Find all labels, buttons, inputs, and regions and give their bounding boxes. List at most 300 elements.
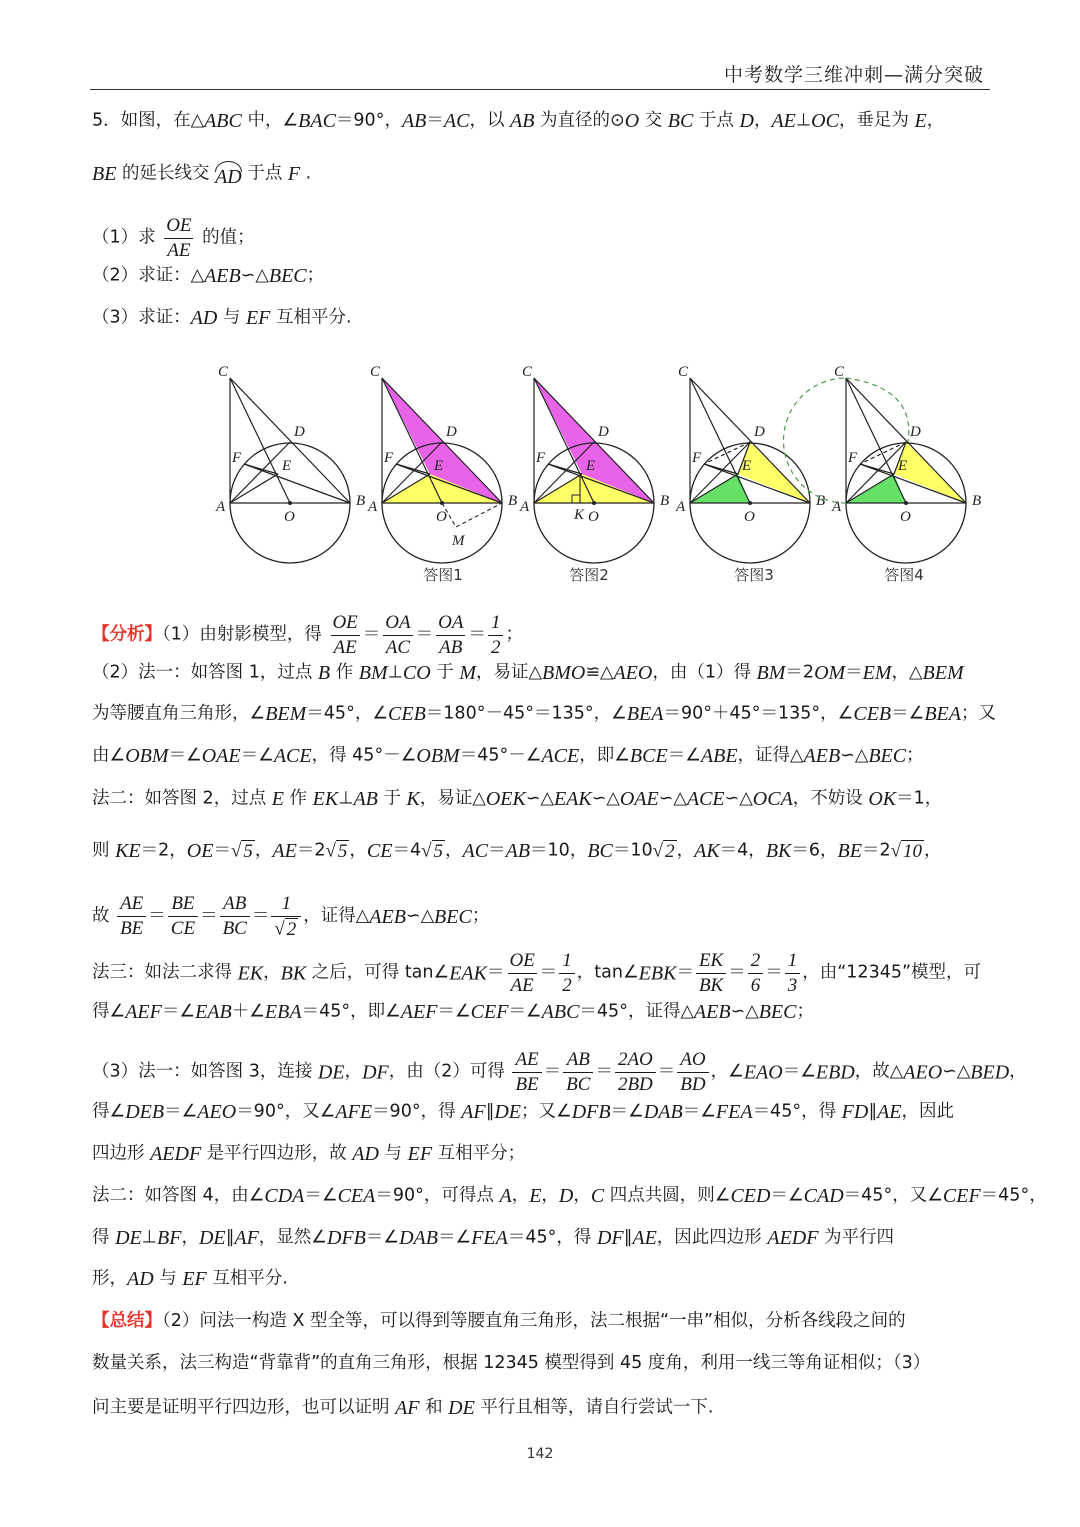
text-run: ＝∠ <box>891 703 925 724</box>
math-symbol: BC <box>587 840 613 862</box>
text-run: 是平行四边形，故 <box>201 1143 353 1164</box>
text-run: ， <box>676 840 695 861</box>
figure-caption-3: 答图3 <box>734 566 774 584</box>
math-symbol: AB <box>505 840 531 862</box>
math-symbol: AEO <box>197 1101 237 1123</box>
analysis-line <box>92 951 990 996</box>
point-label-E: E <box>898 458 908 474</box>
text-run: 作 <box>330 662 359 683</box>
denominator: AC <box>383 635 413 658</box>
square-root <box>421 840 445 862</box>
point-label-K: K <box>574 507 585 523</box>
text-run: ＝ <box>415 624 434 645</box>
math-symbol: ACE <box>273 745 312 767</box>
point-label-D: D <box>446 424 457 440</box>
point-label-O: O <box>900 509 911 525</box>
math-symbol: EAB <box>195 1001 232 1023</box>
square-root <box>274 918 298 940</box>
numerator: OE <box>509 950 535 971</box>
numerator: 2AO <box>617 1049 653 1070</box>
math-symbol: OAE <box>619 788 659 810</box>
math-symbol: OK <box>868 788 897 810</box>
text-run: ＝180°－45°＝135°，∠ <box>425 703 627 724</box>
text-run: ＝∠ <box>168 745 202 766</box>
fraction <box>271 894 301 940</box>
math-symbol: AEDF <box>767 1227 819 1249</box>
numerator: 1 <box>787 950 798 971</box>
math-symbol: AE <box>877 1101 902 1123</box>
text-run: ＝∠ <box>610 1101 644 1122</box>
text-run: ∥ <box>868 1101 878 1122</box>
math-symbol: EF <box>182 1268 207 1290</box>
denominator: 2 <box>559 973 575 996</box>
math-symbol: AF <box>234 1227 259 1249</box>
text-run: 得∠ <box>92 1001 126 1022</box>
math-symbol: ACE <box>541 745 580 767</box>
text-run: ，△ <box>891 662 923 683</box>
text-run: ＝∠ <box>240 745 274 766</box>
fraction <box>488 613 504 658</box>
point-label-B: B <box>660 493 670 509</box>
text-run: ＝90°＋45°＝135°，∠ <box>663 703 854 724</box>
text-run: 为平行四 <box>818 1227 895 1248</box>
point-label-D: D <box>598 424 609 440</box>
text-run: ∽△ <box>658 788 687 809</box>
text-run: ⊥ <box>795 110 812 131</box>
numerator: 2 <box>750 950 761 971</box>
math-symbol: ACE <box>686 788 725 810</box>
text-run: ＝ <box>426 110 444 131</box>
math-symbol: CEF <box>942 1185 981 1207</box>
analysis-line <box>92 1144 990 1164</box>
math-symbol: D <box>558 1185 574 1207</box>
radicand: 2 <box>286 918 297 940</box>
text-run: ，证得△ <box>737 745 804 766</box>
math-symbol: K <box>406 788 420 810</box>
denominator: 2 <box>488 635 504 658</box>
text-run: ， <box>344 1061 363 1082</box>
text-run: ，不妨设 <box>792 788 869 809</box>
point-label-A: A <box>216 499 226 515</box>
math-symbol: DF <box>596 1227 624 1249</box>
center-point-o <box>748 501 752 505</box>
point-label-F: F <box>384 450 394 466</box>
text-run: ∽△ <box>724 788 753 809</box>
text-run: 形， <box>92 1268 127 1289</box>
math-symbol: EAK <box>553 788 592 810</box>
analysis-line <box>92 894 990 940</box>
text-run: ＝ <box>488 840 506 861</box>
text-run: 的值； <box>196 227 255 248</box>
text-run: （2）求证：△ <box>92 265 205 286</box>
fraction <box>329 613 360 658</box>
text-run: ∥ <box>485 1101 495 1122</box>
analysis-line <box>92 703 996 725</box>
text-run: 问主要是证明平行四边形，也可以证明 <box>92 1397 396 1418</box>
math-symbol: BE <box>837 840 862 862</box>
math-symbol: EF <box>407 1143 433 1165</box>
summary-line <box>92 1398 990 1418</box>
point-label-F: F <box>232 450 242 466</box>
text-run: 四点共圆，则∠ <box>604 1185 731 1206</box>
text-run: 和 <box>419 1397 449 1418</box>
point-label-D: D <box>754 424 765 440</box>
point-label-E: E <box>742 458 752 474</box>
text-run: ＝∠ <box>437 1227 472 1248</box>
text-run: ∽△ <box>730 1001 759 1022</box>
numerator: 1 <box>490 612 501 633</box>
math-symbol: DE <box>317 1061 345 1084</box>
text-run: ，由“12345”模型，可 <box>802 962 982 983</box>
analysis-line <box>92 841 990 861</box>
square-root <box>325 840 349 862</box>
text-run: ＝6， <box>791 840 838 861</box>
math-symbol: CDA <box>264 1185 305 1207</box>
math-symbol: OCA <box>752 788 793 810</box>
math-symbol: AEF <box>125 1001 162 1023</box>
math-symbol: E <box>271 788 284 810</box>
math-symbol: AB <box>401 110 427 132</box>
point-label-O: O <box>588 509 599 525</box>
text-run: ＝90°， <box>335 110 402 131</box>
point-label-A: A <box>832 499 842 515</box>
numerator: AB <box>223 893 247 915</box>
math-symbol: AEB <box>693 1001 731 1023</box>
text-run: 得∠ <box>92 1101 126 1122</box>
numerator: AO <box>680 1049 706 1070</box>
math-symbol: BEC <box>268 265 307 287</box>
text-run: ＝ <box>200 906 218 927</box>
math-symbol: AD <box>190 307 218 329</box>
text-run: （2）法一：如答图 1，过点 <box>92 662 318 683</box>
math-symbol: BED <box>970 1061 1010 1084</box>
analysis-line <box>92 613 990 658</box>
math-symbol: DEB <box>125 1101 165 1123</box>
fraction <box>563 1050 593 1095</box>
point-label-A: A <box>520 499 530 515</box>
analysis-line <box>92 746 990 766</box>
text-run: 于 <box>377 788 407 809</box>
segment-ef <box>860 464 894 474</box>
text-run: ，∠ <box>710 1061 744 1082</box>
radicand: 10 <box>903 840 923 862</box>
text-run: （1）求 <box>92 227 162 248</box>
fraction <box>677 1050 708 1095</box>
math-symbol: DE <box>198 1227 226 1249</box>
numerator: OA <box>385 612 411 633</box>
text-run: ＝ <box>543 1061 562 1082</box>
denominator: 6 <box>748 973 764 996</box>
fraction <box>512 1050 541 1095</box>
text-run: ∥ <box>623 1227 633 1248</box>
math-symbol: EF <box>245 307 271 329</box>
denominator: BC <box>563 1072 593 1095</box>
numerator: OA <box>438 612 464 633</box>
text-run: ， <box>924 840 942 861</box>
analysis-line <box>92 1228 990 1248</box>
math-symbol: AEF <box>400 1001 438 1023</box>
radical-sign: √ <box>421 840 432 862</box>
radical-sign: √ <box>890 840 902 862</box>
text-run: 互相平分； <box>432 1143 526 1164</box>
math-symbol: AB <box>353 788 378 810</box>
math-symbol: M <box>459 662 477 684</box>
denominator: BK <box>696 973 726 996</box>
text-run: ∽△ <box>840 745 869 766</box>
text-run: ， <box>263 962 281 983</box>
radical-sign: √ <box>230 840 242 862</box>
text-run: ；又 <box>961 703 996 724</box>
math-symbol: AD <box>127 1268 154 1290</box>
text-run: ⊥ <box>338 788 354 809</box>
math-symbol: ABC <box>541 1001 580 1023</box>
dashed-bm <box>442 503 502 527</box>
summary-line <box>92 1313 990 1331</box>
math-symbol: CE <box>366 840 393 862</box>
figure-caption-2: 答图2 <box>569 566 609 584</box>
segment-bf <box>244 464 350 503</box>
math-symbol: DAB <box>643 1101 683 1123</box>
radical-sign: √ <box>274 918 285 940</box>
point-label-E: E <box>434 458 444 474</box>
math-symbol: BMO <box>541 662 586 684</box>
text-run: ＝ <box>845 662 863 683</box>
math-symbol: BEM <box>265 703 307 725</box>
text-run: ＝∠ <box>508 1001 542 1022</box>
text-run: ， <box>926 110 945 131</box>
point-label-M: M <box>452 533 465 549</box>
text-run: 平行且相等，请自行尝试一下. <box>474 1397 714 1418</box>
math-symbol: AE <box>771 110 796 132</box>
text-run: ， <box>1009 1061 1027 1082</box>
text-run: 之后，可得 tan∠ <box>306 962 450 983</box>
text-run: ＝4， <box>719 840 766 861</box>
figure-row <box>0 0 1080 600</box>
text-run: ⊥ <box>141 1227 157 1248</box>
math-symbol: AEB <box>369 905 406 928</box>
denominator: 3 <box>785 973 801 996</box>
text-run: ＝ <box>539 962 558 983</box>
text-run: ＝45°，又∠ <box>843 1185 943 1206</box>
text-run: ； <box>796 1001 814 1022</box>
denominator: BE <box>117 916 146 939</box>
text-run: ＝2 <box>785 662 815 683</box>
text-run: ∽△ <box>942 1061 971 1082</box>
figure-caption-4: 答图4 <box>884 566 924 584</box>
text-run: 故 <box>92 906 116 927</box>
summary-line <box>92 1355 990 1373</box>
text-run: ∽△ <box>525 788 554 809</box>
text-run: ， <box>181 1227 199 1248</box>
math-symbol: AD <box>352 1143 379 1165</box>
text-run: ＝∠ <box>667 745 701 766</box>
math-symbol: OAE <box>201 745 241 767</box>
math-symbol: BK <box>765 840 792 862</box>
center-point-o <box>592 501 596 505</box>
square-root <box>891 840 924 862</box>
text-run: ； <box>505 624 523 645</box>
fraction <box>382 613 413 658</box>
math-symbol: AEO <box>613 662 653 684</box>
text-run: ∥ <box>225 1227 235 1248</box>
math-symbol: OM <box>814 662 846 684</box>
math-symbol: CEA <box>337 1185 376 1207</box>
segment-ef <box>244 464 278 474</box>
point-label-C: C <box>370 364 381 380</box>
math-symbol: OE <box>186 840 214 862</box>
text-run: ＝ <box>362 624 381 645</box>
math-symbol: OBM <box>125 745 169 767</box>
text-run: 由∠ <box>92 745 126 766</box>
analysis-line <box>92 1002 990 1022</box>
fraction <box>696 951 726 996</box>
math-symbol: BEA <box>626 703 664 725</box>
radicand: 5 <box>337 840 348 862</box>
math-symbol: ABC <box>204 110 242 132</box>
math-symbol: CO <box>402 662 431 684</box>
math-symbol: EBK <box>638 962 677 985</box>
text-run: 得 <box>92 1227 116 1248</box>
text-run: ＝ <box>595 1061 613 1082</box>
denominator: 2BD <box>615 1072 656 1095</box>
numerator: AE <box>120 893 144 915</box>
point-label-O: O <box>436 509 447 525</box>
text-run: （2）问法一构造 X 型全等，可以得到等腰直角三角形，法二根据“一串”相似，分析各线段之间的 <box>162 1311 906 1331</box>
denominator: BC <box>220 916 250 939</box>
math-symbol: AF <box>461 1101 486 1123</box>
text-run: ＝45°，得 <box>507 1227 597 1248</box>
text-run: ＝ <box>728 962 746 983</box>
text-run: ，由（1）得 <box>652 662 757 683</box>
text-run: ，故△ <box>854 1061 904 1082</box>
math-symbol: CEB <box>388 703 426 725</box>
point-label-C: C <box>678 364 689 380</box>
numerator: AE <box>515 1049 539 1070</box>
numerator: AB <box>566 1049 590 1070</box>
text-run: ，易证△ <box>476 662 542 683</box>
text-run: 互相平分. <box>206 1268 288 1289</box>
text-run: ， <box>254 840 273 861</box>
point-label-F: F <box>692 450 702 466</box>
math-symbol: AEO <box>903 1061 943 1084</box>
text-run: ⊥ <box>387 662 403 683</box>
text-run: ＝45°，证得△ <box>579 1001 694 1022</box>
point-label-O: O <box>284 509 295 525</box>
math-symbol: OBM <box>416 745 460 767</box>
math-symbol: AB <box>510 110 535 132</box>
math-symbol: AK <box>694 840 720 862</box>
fraction <box>168 894 198 939</box>
point-label-C: C <box>522 364 533 380</box>
text-run: ＝10 <box>612 840 653 861</box>
text-run: （3）求证： <box>92 307 191 328</box>
math-symbol: BC <box>667 110 694 132</box>
math-symbol: OEK <box>485 788 526 810</box>
square-root <box>653 840 677 862</box>
text-run: ，即∠ <box>579 745 630 766</box>
point-label-D: D <box>910 424 921 440</box>
math-symbol: A <box>499 1185 512 1207</box>
denominator: AE <box>331 635 360 658</box>
math-symbol: B <box>317 662 331 684</box>
numerator: 1 <box>281 893 292 914</box>
math-symbol: EAK <box>449 962 487 985</box>
denominator: AE <box>164 238 193 261</box>
math-symbol: DE <box>448 1397 475 1419</box>
math-symbol: EBD <box>815 1061 855 1084</box>
math-symbol: AE <box>632 1227 657 1249</box>
analysis-line <box>92 789 990 809</box>
math-symbol: BEC <box>758 1001 797 1023</box>
analysis-line <box>92 1269 990 1289</box>
text-run: 与 <box>153 1268 183 1289</box>
text-run: ＝∠ <box>164 1101 198 1122</box>
math-symbol: EK <box>237 962 264 985</box>
analysis-line <box>92 1049 1027 1095</box>
text-run: 交 <box>639 110 668 131</box>
point-label-D: D <box>294 424 305 440</box>
text-run: 法三：如法二求得 <box>92 962 238 983</box>
segment-ef <box>548 464 582 474</box>
text-run: 互相平分. <box>270 307 352 328</box>
radical-sign: √ <box>652 840 664 862</box>
text-run: ，tan∠ <box>576 962 639 983</box>
dashed-arc-aedc <box>784 378 847 503</box>
text-run: 与 <box>378 1143 408 1164</box>
text-run: ＝2 <box>861 840 891 861</box>
math-symbol: BEC <box>868 745 907 767</box>
analysis-line <box>92 1102 990 1122</box>
point-label-F: F <box>536 450 546 466</box>
text-run: ，由（2）可得 <box>388 1061 511 1082</box>
denominator: BD <box>677 1072 708 1095</box>
text-run: 于点 <box>241 163 288 184</box>
segment-ef <box>704 464 738 474</box>
analysis-label: 【分析】 <box>92 624 162 645</box>
fraction <box>785 951 801 996</box>
square-root <box>231 840 255 862</box>
point-label-E: E <box>586 458 596 474</box>
denominator: CE <box>168 916 198 939</box>
math-symbol: BE <box>92 163 117 185</box>
text-run: ＝10， <box>530 840 588 861</box>
text-run: ＝∠ <box>161 1001 196 1022</box>
arc-symbol: AD <box>215 161 242 187</box>
math-symbol: D <box>739 110 754 132</box>
point-label-E: E <box>282 458 292 474</box>
point-label-B: B <box>972 493 982 509</box>
math-symbol: DAB <box>399 1227 438 1249</box>
point-label-A: A <box>676 499 686 515</box>
text-run: ，显然∠ <box>258 1227 327 1248</box>
text-run: ＝ <box>468 624 486 645</box>
math-symbol: AFE <box>335 1101 373 1123</box>
math-symbol: BF <box>157 1227 182 1249</box>
math-symbol: DFB <box>571 1101 611 1123</box>
text-run: ＝45°，即∠ <box>301 1001 401 1022</box>
numerator: OE <box>332 612 358 633</box>
text-run: ， <box>573 1185 591 1206</box>
radical-sign: √ <box>325 840 336 862</box>
text-run: 的延长线交 <box>116 163 216 184</box>
point-label-B: B <box>508 493 518 509</box>
point-label-B: B <box>816 493 826 509</box>
fraction <box>435 613 466 658</box>
denominator: AE <box>508 973 537 996</box>
point-label-C: C <box>218 364 229 380</box>
analysis-line <box>92 1185 1047 1207</box>
math-symbol: BCE <box>629 745 668 767</box>
